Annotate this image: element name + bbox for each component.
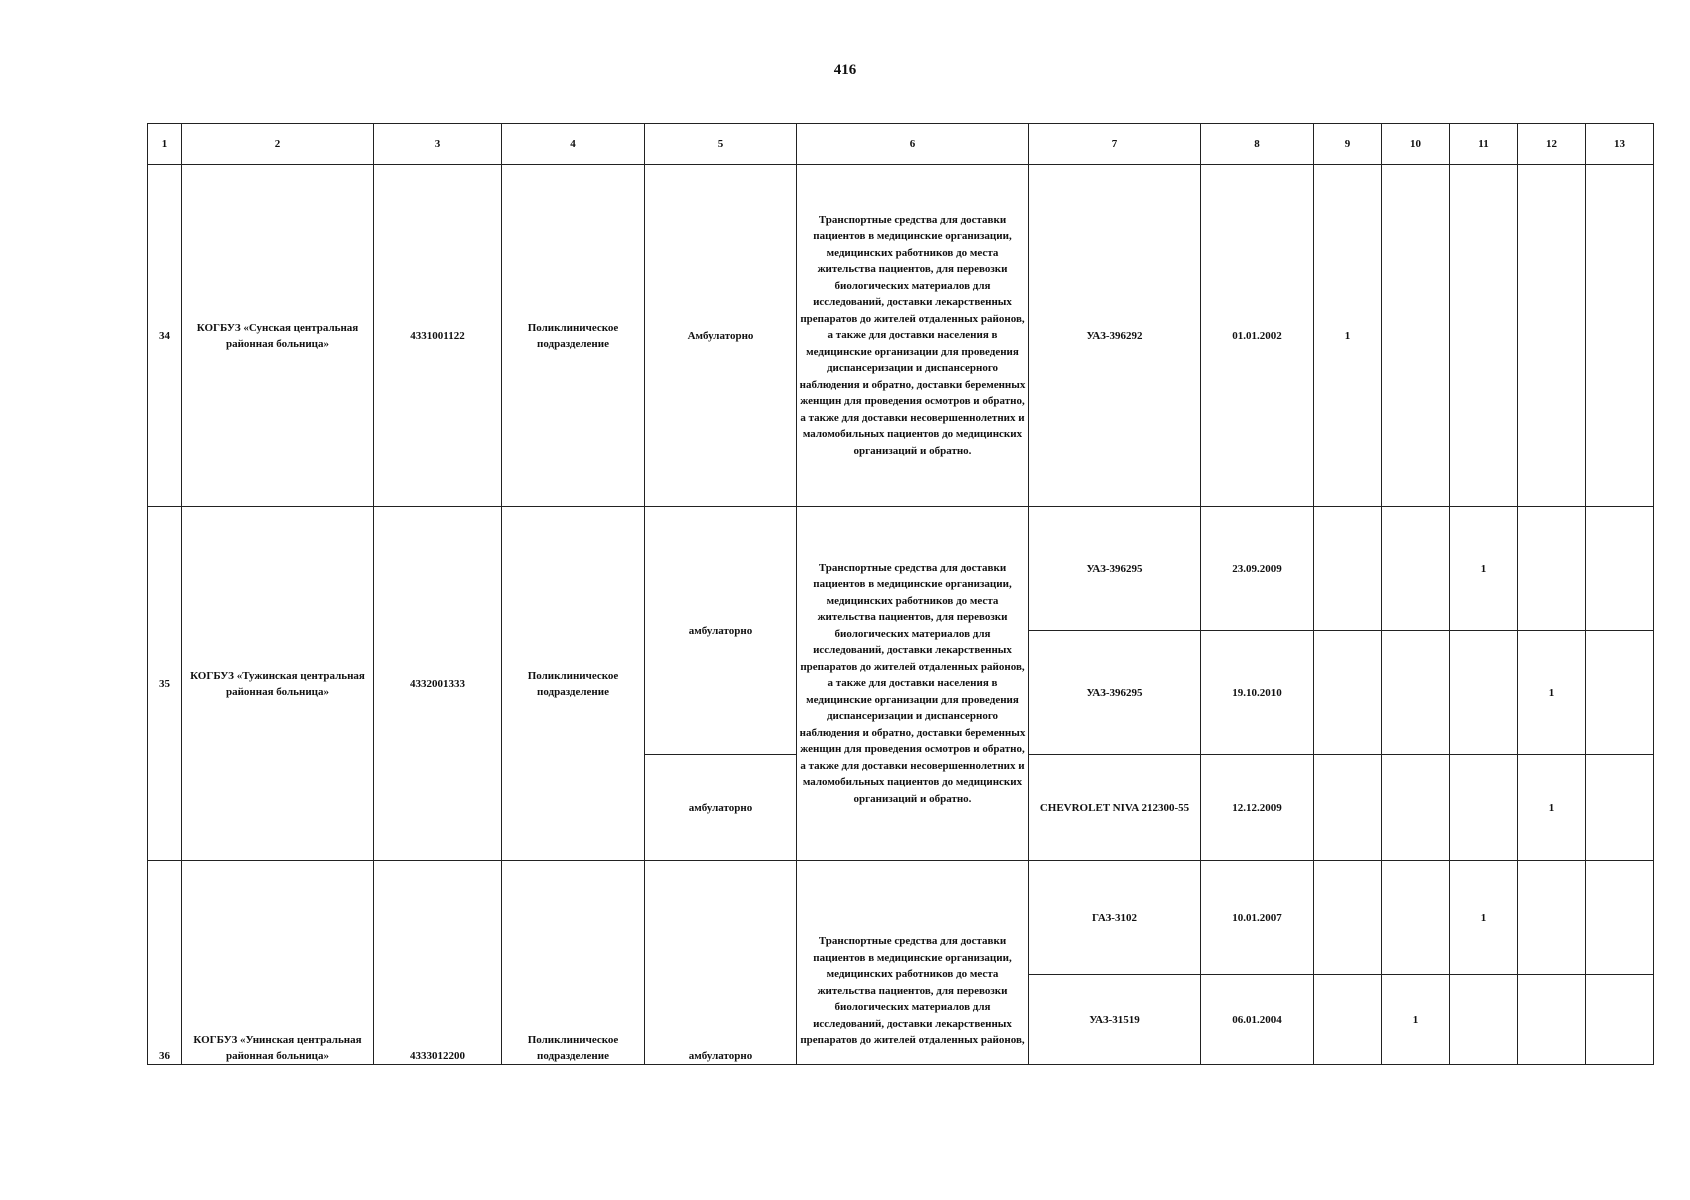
organization-name: КОГБУЗ «Тужинская центральная районная больница» [182, 507, 374, 861]
count-col-13 [1586, 507, 1654, 631]
col-header-11: 11 [1450, 124, 1518, 165]
col-header-8: 8 [1201, 124, 1314, 165]
vehicle-date: 01.01.2002 [1201, 165, 1314, 507]
vehicle-date: 12.12.2009 [1201, 755, 1314, 861]
page-number: 416 [833, 62, 857, 78]
vehicle-purpose: Транспортные средства для доставки пациентов в медицинские организации, медицинских работников до места жительства пациентов, для перевозки биологических материалов для исследований, доставки лекарственных препаратов до жителей отдаленных районов, а также для доставки населения в медицинские организации для проведения диспансеризации и диспансерного наблюдения и обратно, доставки беременных женщин для проведения осмотров и обратно, а также для доставки несовершеннолетних и маломобильных пациентов до медицинских организаций и обратно. [797, 507, 1029, 861]
col-header-9: 9 [1314, 124, 1382, 165]
vehicle-model: УАЗ-31519 [1029, 975, 1201, 1065]
column-number-row [148, 124, 1654, 165]
count-col-10 [1382, 755, 1450, 861]
count-col-12 [1518, 507, 1586, 631]
division-name: Поликлиническое подразделение [502, 861, 645, 1065]
row-number: 34 [148, 165, 182, 507]
col-header-13: 13 [1586, 124, 1654, 165]
row-number: 35 [148, 507, 182, 861]
count-col-13 [1586, 861, 1654, 975]
count-col-13 [1586, 755, 1654, 861]
count-col-12: 1 [1518, 755, 1586, 861]
care-type: амбулаторно [645, 755, 797, 861]
count-col-11 [1450, 975, 1518, 1065]
col-header-4: 4 [502, 124, 645, 165]
inn-code: 4331001122 [374, 165, 502, 507]
count-col-9 [1314, 755, 1382, 861]
col-header-3: 3 [374, 124, 502, 165]
count-col-11 [1450, 631, 1518, 755]
table-row [148, 861, 1654, 975]
vehicle-purpose: Транспортные средства для доставки пациентов в медицинские организации, медицинских работников до места жительства пациентов, для перевозки биологических материалов для исследований, доставки лекарственных препаратов до жителей отдаленных районов, а также для доставки населения в медицинские организации для проведения диспансеризации и диспансерного наблюдения и обратно, доставки беременных женщин для проведения осмотров и обратно, а также для доставки несовершеннолетних и маломобильных пациентов до медицинских организаций и обратно. [797, 165, 1029, 507]
row-number: 36 [148, 861, 182, 1065]
care-type: амбулаторно [645, 507, 797, 755]
count-col-13 [1586, 631, 1654, 755]
count-col-13 [1586, 165, 1654, 507]
organization-name: КОГБУЗ «Сунская центральная районная больница» [182, 165, 374, 507]
vehicle-model: УАЗ-396295 [1029, 507, 1201, 631]
vehicle-model: УАЗ-396295 [1029, 631, 1201, 755]
count-col-12 [1518, 165, 1586, 507]
count-col-12 [1518, 861, 1586, 975]
count-col-10: 1 [1382, 975, 1450, 1065]
vehicle-purpose: Транспортные средства для доставки пациентов в медицинские организации, медицинских работников до места жительства пациентов, для перевозки биологических материалов для исследований, доставки лекарственных препаратов до жителей отдаленных районов, [797, 861, 1029, 1065]
inn-code: 4333012200 [374, 861, 502, 1065]
vehicle-date: 23.09.2009 [1201, 507, 1314, 631]
count-col-11: 1 [1450, 507, 1518, 631]
vehicle-date: 06.01.2004 [1201, 975, 1314, 1065]
count-col-10 [1382, 861, 1450, 975]
count-col-10 [1382, 507, 1450, 631]
vehicle-date: 10.01.2007 [1201, 861, 1314, 975]
vehicle-model: CHEVROLET NIVA 212300-55 [1029, 755, 1201, 861]
count-col-10 [1382, 631, 1450, 755]
col-header-7: 7 [1029, 124, 1201, 165]
table-row [148, 165, 1654, 507]
col-header-2: 2 [182, 124, 374, 165]
count-col-12: 1 [1518, 631, 1586, 755]
care-type: Амбулаторно [645, 165, 797, 507]
table-row [148, 507, 1654, 631]
count-col-9 [1314, 975, 1382, 1065]
division-name: Поликлиническое подразделение [502, 507, 645, 861]
count-col-9 [1314, 507, 1382, 631]
count-col-11: 1 [1450, 861, 1518, 975]
inn-code: 4332001333 [374, 507, 502, 861]
count-col-11 [1450, 755, 1518, 861]
col-header-1: 1 [148, 124, 182, 165]
col-header-12: 12 [1518, 124, 1586, 165]
count-col-12 [1518, 975, 1586, 1065]
register-table [147, 123, 1654, 1065]
care-type: амбулаторно [645, 861, 797, 1065]
count-col-9 [1314, 631, 1382, 755]
count-col-10 [1382, 165, 1450, 507]
vehicle-model: ГАЗ-3102 [1029, 861, 1201, 975]
count-col-13 [1586, 975, 1654, 1065]
vehicle-date: 19.10.2010 [1201, 631, 1314, 755]
organization-name: КОГБУЗ «Унинская центральная районная больница» [182, 861, 374, 1065]
division-name: Поликлиническое подразделение [502, 165, 645, 507]
col-header-6: 6 [797, 124, 1029, 165]
col-header-10: 10 [1382, 124, 1450, 165]
count-col-9: 1 [1314, 165, 1382, 507]
col-header-5: 5 [645, 124, 797, 165]
vehicle-model: УАЗ-396292 [1029, 165, 1201, 507]
count-col-9 [1314, 861, 1382, 975]
count-col-11 [1450, 165, 1518, 507]
